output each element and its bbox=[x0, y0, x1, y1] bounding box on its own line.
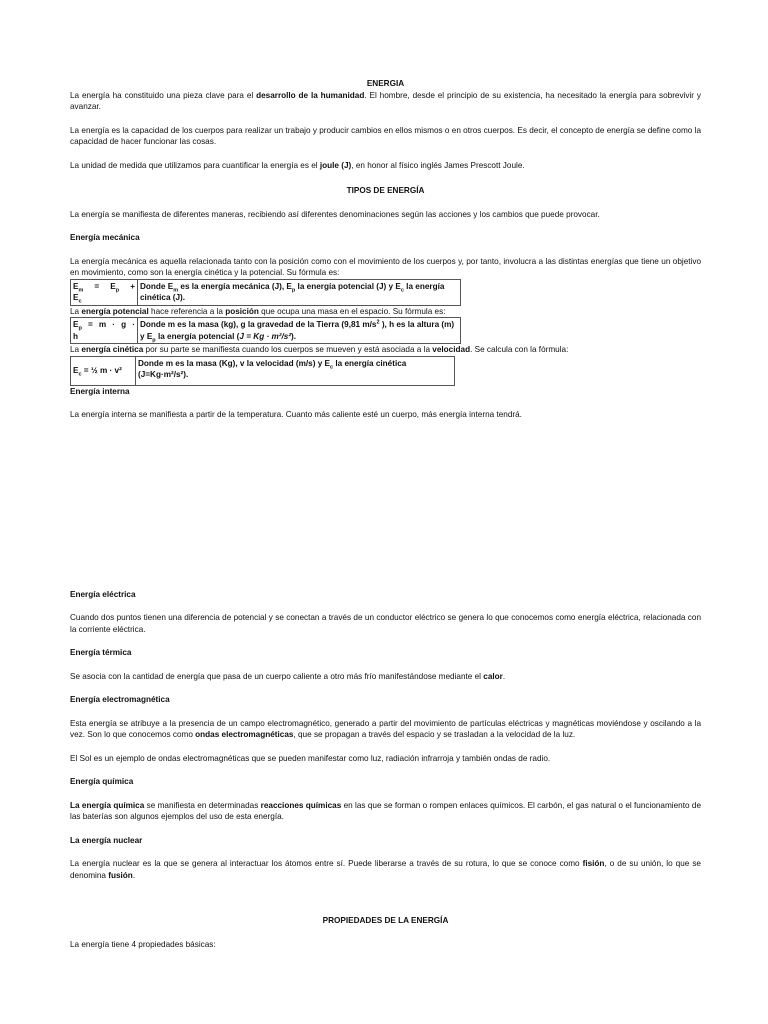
mecanica-formula-description: Donde $E_m$ es la energía mecánica (J), $E_p$ la energía potencial (J) y $E_c$ la energía cinética (J). bbox=[138, 279, 461, 305]
termica-heading: Energía térmica bbox=[70, 648, 132, 657]
cinetica-formula: $E_c$ = ½ m · v² bbox=[71, 356, 136, 385]
cinetica-text: La energía cinética por su parte se manifiesta cuando los cuerpos se mueven y está asociada a la velocidad. Se calcula con la fórmula: bbox=[70, 345, 569, 354]
electrica-heading: Energía eléctrica bbox=[70, 589, 136, 599]
potencial-formula: $E_p$ = m · g · h bbox=[71, 318, 138, 344]
electromagnetica-text-2: El Sol es un ejemplo de ondas electromagnéticas que se pueden manifestar como luz, radiación infrarroja y también ondas de radio. bbox=[70, 753, 551, 763]
intro-paragraph-2: La energía es la capacidad de los cuerpos para realizar un trabajo y producir cambios en ellos mismos o en otros cuerpos. Es decir, el concepto de energía se define como la capacidad de hacer funcionar las cosas. bbox=[70, 125, 701, 146]
nuclear-heading: La energía nuclear bbox=[70, 835, 143, 845]
electrica-text: Cuando dos puntos tienen una diferencia de potencial y se conectan a través de un conductor eléctrico se genera lo que conocemos como energía eléctrica, relacionada con la corriente eléctrica. bbox=[70, 613, 701, 634]
cinetica-formula-description: Donde m es la masa (Kg), v la velocidad (m/s) y $E_c$ la energía cinética (J=Kg·m²/s²). bbox=[136, 356, 455, 385]
termica-text: Se asocia con la cantidad de energía que pasa de un cuerpo caliente a otro más frío manifestándose mediante el calor. bbox=[70, 671, 506, 681]
interna-heading: Energía interna bbox=[70, 386, 130, 396]
document-page bbox=[70, 78, 701, 950]
page-title: ENERGIA bbox=[366, 79, 405, 88]
quimica-heading: Energía química bbox=[70, 777, 134, 786]
potencial-formula-table bbox=[70, 317, 461, 344]
electromagnetica-heading: Energía electromagnética bbox=[70, 695, 170, 704]
electromagnetica-text: Esta energía se atribuye a la presencia de un campo electromagnético, generado a partir del movimiento de partículas eléctricas y magnéticas moviéndose y oscilando a la vez. Son lo que conocemos como ondas electromagnéticas, que se propagan a través del espacio y se trasladan a la velocidad de la luz. bbox=[70, 718, 701, 739]
potencial-text: La energía potencial hace referencia a la posición que ocupa una masa en el espacio. Su fórmula es: bbox=[70, 306, 446, 316]
mecanica-formula-table bbox=[70, 279, 461, 306]
nuclear-text: La energía nuclear es la que se genera al interactuar los átomos entre sí. Puede liberarse a través de su rotura, lo que se conoce como fisión, o de su unión, lo que se denomina fusión. bbox=[70, 859, 701, 880]
quimica-text: La energía química se manifiesta en determinadas reacciones químicas en las que se forman o rompen enlaces químicos. El carbón, el gas natural o el funcionamiento de las baterías son algunos ejemplos del uso de esta energía. bbox=[70, 800, 702, 821]
potencial-formula-description: Donde m es la masa (kg), g la gravedad de la Tierra (9,81 $m/s^2$ ), h es la altura (m) y $E_p$ la energía potencial (J = Kg · m²/s²). bbox=[138, 318, 461, 344]
intro-paragraph-3: La unidad de medida que utilizamos para cuantificar la energía es el joule (J), en honor al físico inglés James Prescott Joule. bbox=[70, 160, 525, 170]
mecanica-formula: $E_m$ = $E_p$ + $E_c$ bbox=[71, 279, 138, 305]
tipos-intro: La energía se manifiesta de diferentes maneras, recibiendo así diferentes denominaciones según las acciones y los cambios que puede provocar. bbox=[70, 209, 600, 219]
propiedades-text: La energía tiene 4 propiedades básicas: bbox=[70, 939, 216, 949]
interna-text: La energía interna se manifiesta a partir de la temperatura. Cuanto más caliente esté un cuerpo, más energía interna tendrá. bbox=[70, 410, 522, 419]
intro-paragraph-1: La energía ha constituido una pieza clave para el desarrollo de la humanidad. El hombre, desde el principio de su existencia, ha necesitado la energía para sobrevivir y avanzar. bbox=[70, 90, 702, 111]
cinetica-formula-table bbox=[70, 356, 455, 386]
propiedades-heading: PROPIEDADES DE LA ENERGÍA bbox=[322, 916, 449, 925]
mecanica-text: La energía mecánica es aquella relacionada tanto con la posición como con el movimiento de los cuerpos y, por tanto, involucra a las distintas energías que tiene un objetivo en movimiento, como son la energía cinética y la potencial. Su fórmula es: bbox=[70, 256, 701, 277]
mecanica-heading: Energía mecánica bbox=[70, 233, 140, 242]
tipos-heading: TIPOS DE ENERGÍA bbox=[346, 186, 425, 195]
